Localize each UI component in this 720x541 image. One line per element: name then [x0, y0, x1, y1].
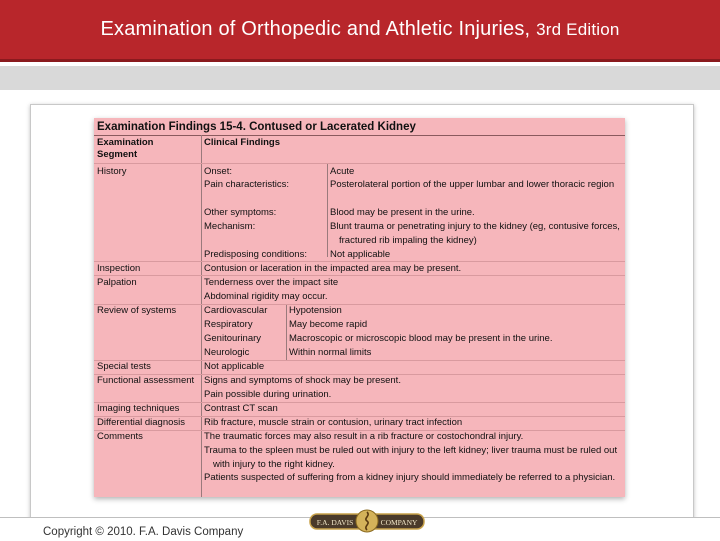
slide-title	[100, 18, 619, 41]
special-value: Not applicable	[204, 361, 265, 372]
functional-value: Signs and symptoms of shock may be present.	[204, 375, 401, 386]
segment-functional: Functional assessment	[97, 375, 195, 386]
copyright-text: Copyright © 2010. F.A. Davis Company	[43, 526, 244, 538]
history-value: Blood may be present in the urine.	[330, 207, 475, 218]
comments-value: Patients suspected of suffering from a kidney injury should immediately be referred to a physician.	[204, 472, 616, 483]
history-label: Pain characteristics:	[204, 179, 290, 190]
segment-special: Special tests	[97, 361, 151, 372]
fa-davis-logo	[309, 508, 425, 534]
header-band	[0, 66, 720, 90]
history-label: Mechanism:	[204, 221, 256, 232]
table-row	[94, 360, 625, 361]
differential-value: Rib fracture, muscle strain or contusion, urinary tract infection	[204, 417, 463, 428]
history-label: Onset:	[204, 166, 232, 177]
col-divider-1	[201, 135, 202, 497]
logo-right-text: COMPANY	[380, 518, 418, 527]
palpation-value: Abdominal rigidity may occur.	[204, 291, 328, 302]
history-value: Posterolateral portion of the upper lumbar and lower thoracic region	[330, 179, 615, 190]
title-bar	[0, 0, 720, 62]
history-value: Not applicable	[330, 249, 391, 260]
review-system: Respiratory	[204, 319, 253, 330]
review-finding: May become rapid	[289, 319, 368, 330]
table-row	[94, 163, 625, 164]
inspection-value: Contusion or laceration in the impacted area may be present.	[204, 263, 462, 274]
title-main: Examination of Orthopedic and Athletic Injuries,	[100, 18, 531, 40]
functional-value: Pain possible during urination.	[204, 389, 332, 400]
caption-rule	[94, 135, 625, 136]
comments-value: Trauma to the spleen must be ruled out with injury to the left kidney; liver trauma must be ruled out with injury to the right kidney.	[204, 445, 618, 470]
findings-table	[94, 118, 625, 497]
segment-differential: Differential diagnosis	[97, 417, 186, 428]
comments-value: The traumatic forces may also result in a rib fracture or costochondral injury.	[204, 431, 524, 442]
segment-comments: Comments	[97, 431, 143, 442]
col-divider-history	[327, 163, 328, 257]
history-value: Blunt trauma or penetrating injury to the kidney (eg, contusive forces, fractured rib impaling the kidney)	[330, 221, 620, 246]
segment-imaging: Imaging techniques	[97, 403, 180, 414]
segment-review: Review of systems	[97, 305, 177, 316]
history-label: Predisposing conditions:	[204, 249, 307, 260]
table-row	[94, 275, 625, 276]
title-edition: 3rd Edition	[536, 20, 620, 39]
review-finding: Within normal limits	[289, 347, 372, 358]
review-system: Genitourinary	[204, 333, 262, 344]
review-system: Cardiovascular	[204, 305, 268, 316]
segment-palpation: Palpation	[97, 277, 137, 288]
review-finding: Macroscopic or microscopic blood may be present in the urine.	[289, 333, 553, 344]
logo-left-text: F.A. DAVIS	[316, 518, 354, 527]
history-value: Acute	[330, 166, 355, 177]
segment-history: History	[97, 166, 127, 177]
imaging-value: Contrast CT scan	[204, 403, 278, 414]
palpation-value: Tenderness over the impact site	[204, 277, 339, 288]
col-header-findings: Clinical Findings	[204, 137, 281, 148]
col-divider-review	[286, 304, 287, 360]
review-finding: Hypotension	[289, 305, 342, 316]
col-header-segment: Examination Segment	[97, 137, 154, 160]
history-label: Other symptoms:	[204, 207, 277, 218]
review-system: Neurologic	[204, 347, 250, 358]
table-caption: Examination Findings 15-4. Contused or Lacerated Kidney	[97, 121, 416, 133]
segment-inspection: Inspection	[97, 263, 141, 274]
